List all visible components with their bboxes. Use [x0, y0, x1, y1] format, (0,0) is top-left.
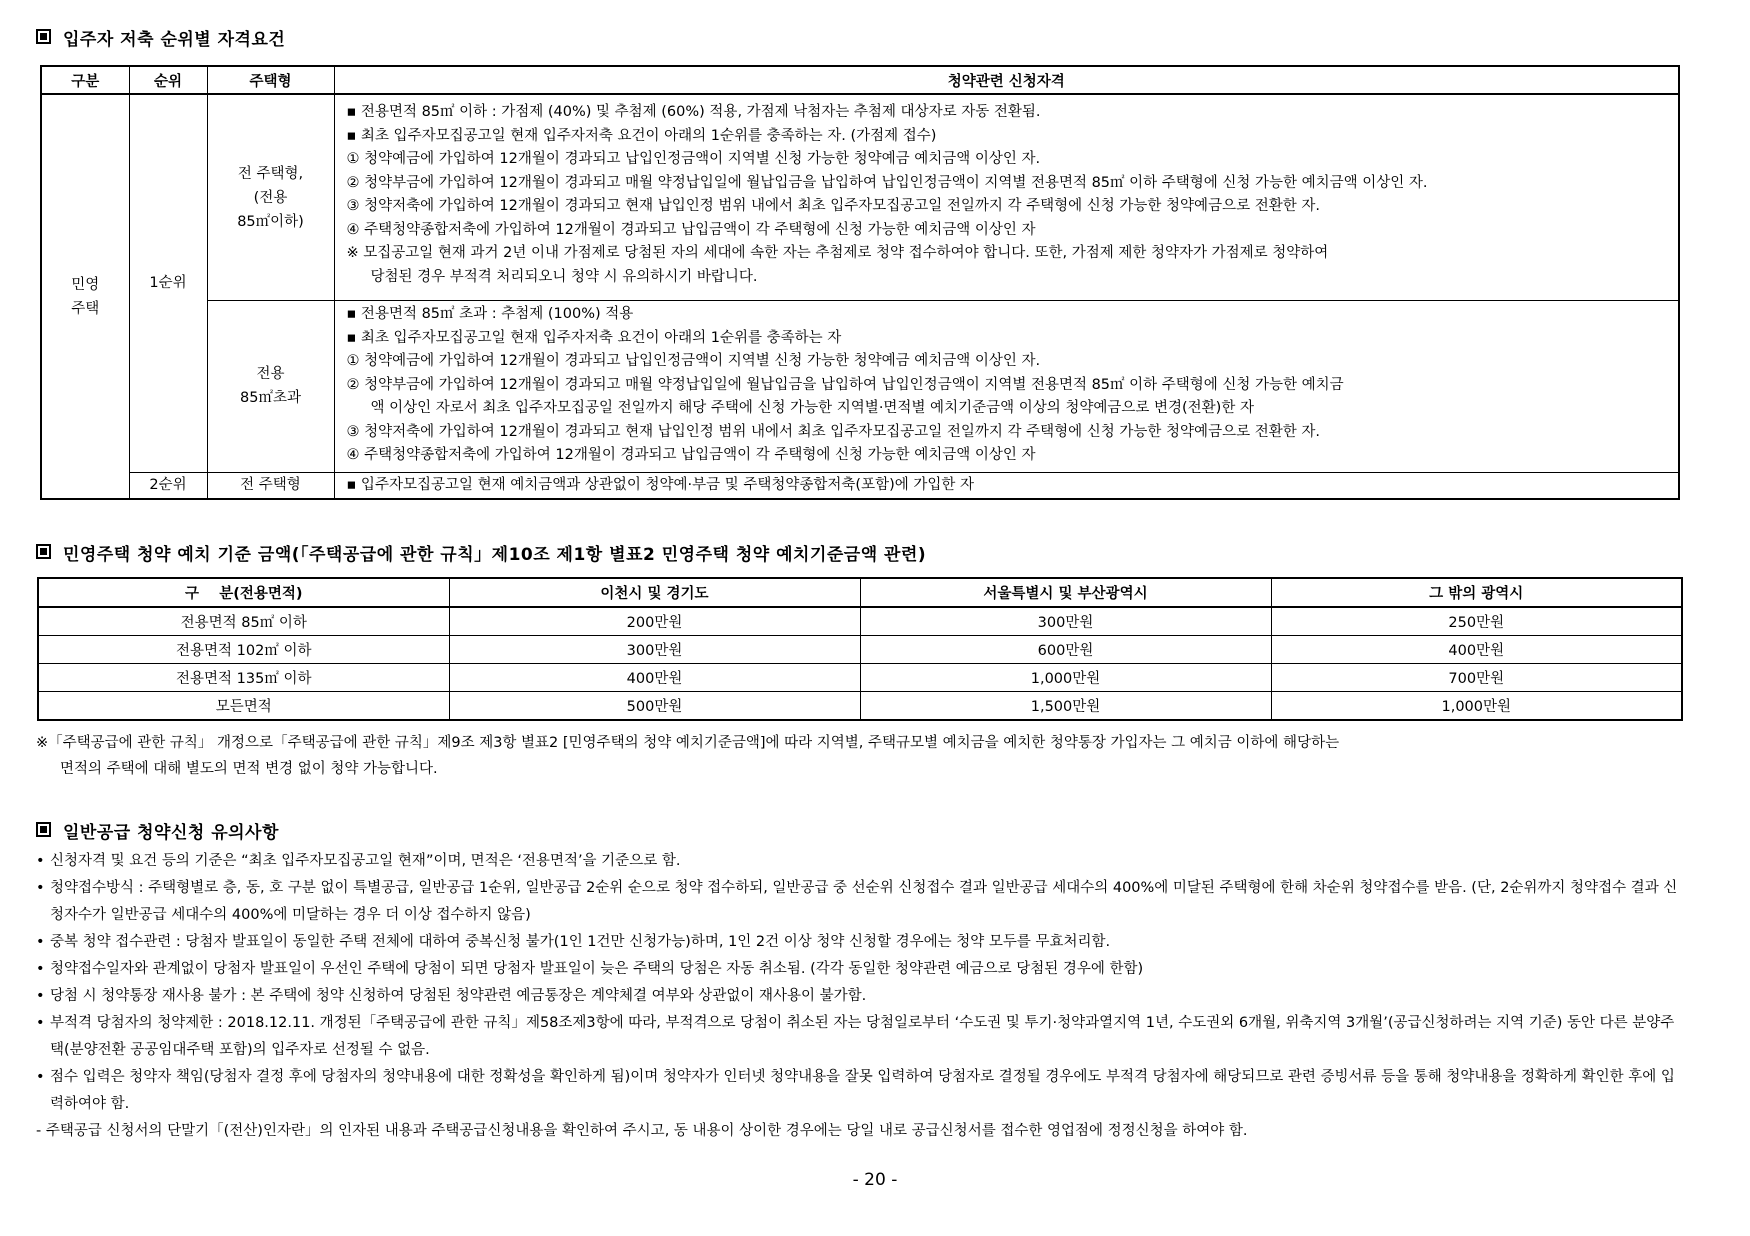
bullet-dot-icon: • [36, 880, 45, 896]
qual-line: ④ 주택청약종합저축에 가입하여 12개월이 경과되고 납입금액이 각 주택형에 신청 가능한 예치금액 이상인 자 [346, 221, 1036, 238]
table-cell: 400만원 [449, 664, 860, 692]
header-region-1: 이천시 및 경기도 [449, 578, 860, 607]
qualification-c [334, 472, 1679, 499]
notice-list [36, 848, 1686, 1145]
section2-title: 민영주택 청약 예치 기준 금액(「주택공급에 관한 규칙」제10조 제1항 별표2 민영주택 청약 예치기준금액 관련) [36, 540, 926, 565]
table-row [41, 94, 1679, 301]
list-item: • 부적격 당첨자의 청약제한 : 2018.12.11. 개정된「주택공급에 관한 규칙」제58조제3항에 따라, 부적격으로 당첨이 취소된 자는 당첨일로부터 ‘수도권 및 투기·청약과열지역 1년, 수도권외 6개월, 위축지역 3개월’(공급신청하려는 지역 기준) 동안 다른 분양주택(분양전환 공공임대주택 포함)의 입주자로 선정될 수 없음. [36, 1010, 1686, 1064]
table-cell: 1,500만원 [860, 692, 1271, 721]
qualification-table [40, 65, 1680, 500]
qual-line: ① 청약예금에 가입하여 12개월이 경과되고 납입인정금액이 지역별 신청 가능한 청약예금 예치금액 이상인 자. [346, 353, 1041, 369]
list-item: • 점수 입력은 청약자 책임(당첨자 결정 후에 당첨자의 청약내용에 대한 정확성을 확인하게 됨)이며 청약자가 인터넷 청약내용을 잘못 입력하여 당첨자로 결정될 경우에도 부적격 당첨자에 해당되므로 관련 증빙서류 등을 통해 청약내용을 정확하게 확인한 후에 입력하여야 함. [36, 1064, 1686, 1118]
qual-line: ▪ 최초 입주자모집공고일 현재 입주자저축 요건이 아래의 1순위를 충족하는 자 [346, 329, 842, 346]
deposit-note-line1: ※「주택공급에 관한 규칙」 개정으로「주택공급에 관한 규칙」제9조 제3항 별표2 [민영주택의 청약 예치기준금액]에 따라 지역별, 주택규모별 예치금을 예치한 청약통장 가입자는 그 예치금 이하에 해당하는 [36, 735, 1340, 751]
housing-type-c: 전 주택형 [207, 472, 334, 499]
category-cell: 민영 주택 [41, 94, 129, 499]
table-cell: 1,000만원 [860, 664, 1271, 692]
bullet-dot-icon: • [36, 853, 45, 869]
table-row [38, 692, 1682, 721]
qual-line: ② 청약부금에 가입하여 12개월이 경과되고 매월 약정납입일에 월납입금을 납입하여 납입인정금액이 지역별 전용면적 85㎡ 이하 주택형에 신청 가능한 예치금액 이상인 자. [346, 174, 1428, 191]
list-item: • 중복 청약 접수관련 : 당첨자 발표일이 동일한 주택 전체에 대하여 중복신청 불가(1인 1건만 신청가능)하며, 1인 2건 이상 청약 신청할 경우에는 청약 모두를 무효처리함. [36, 929, 1686, 956]
qual-line: ※ 모집공고일 현재 과거 2년 이내 가점제로 당첨된 자의 세대에 속한 자는 추첨제로 청약 접수하여야 합니다. 또한, 가점제 제한 청약자가 가점제로 청약하여 [346, 245, 1329, 261]
table-cell: 600만원 [860, 636, 1271, 664]
page-number: - 20 - [852, 1170, 898, 1190]
table-row [38, 636, 1682, 664]
qual-line: ③ 청약저축에 가입하여 12개월이 경과되고 현재 납입인정 범위 내에서 최초 입주자모집공고일 전일까지 각 주택형에 신청 가능한 청약예금으로 전환한 자. [346, 423, 1320, 440]
list-item: • 신청자격 및 요건 등의 기준은 “최초 입주자모집공고일 현재”이며, 면적은 ‘전용면적’을 기준으로 함. [36, 848, 1686, 875]
bullet-dot-icon: • [36, 934, 45, 950]
qual-line: ▪ 전용면적 85㎡ 이하 : 가점제 (40%) 및 추첨제 (60%) 적용, 가점제 낙첨자는 추첨제 대상자로 자동 전환됨. [346, 104, 1041, 120]
table-row [38, 664, 1682, 692]
section1-title: 입주자 저축 순위별 자격요건 [36, 25, 285, 50]
qual-line: ④ 주택청약종합저축에 가입하여 12개월이 경과되고 납입금액이 각 주택형에 신청 가능한 예치금액 이상인 자 [346, 447, 1036, 463]
table-cell: 전용면적 135㎡ 이하 [38, 664, 449, 692]
square-bullet-icon [36, 822, 51, 837]
bullet-dot-icon: • [36, 1015, 45, 1031]
rank2-cell: 2순위 [129, 472, 207, 499]
list-item: • 청약접수일자와 관계없이 당첨자 발표일이 우선인 주택에 당첨이 되면 당첨자 발표일이 늦은 주택의 당첨은 자동 취소됨. (각각 동일한 청약관련 예금으로 당첨된 경우에 한함) [36, 956, 1686, 983]
housing-type-b: 전용 85㎡초과 [207, 301, 334, 473]
qualification-a [334, 94, 1679, 301]
table-cell: 1,000만원 [1271, 692, 1682, 721]
bullet-dot-icon: • [36, 1069, 45, 1085]
header-region-2: 서울특별시 및 부산광역시 [860, 578, 1271, 607]
deposit-table [37, 577, 1683, 721]
table-cell: 전용면적 85㎡ 이하 [38, 607, 449, 636]
table-cell: 700만원 [1271, 664, 1682, 692]
table-cell: 200만원 [449, 607, 860, 636]
square-bullet-icon [36, 544, 51, 559]
qual-line: ③ 청약저축에 가입하여 12개월이 경과되고 현재 납입인정 범위 내에서 최초 입주자모집공고일 전일까지 각 주택형에 신청 가능한 청약예금으로 전환한 자. [346, 198, 1320, 214]
qual-line: ② 청약부금에 가입하여 12개월이 경과되고 매월 약정납입일에 월납입금을 납입하여 납입인정금액이 지역별 전용면적 85㎡ 이하 주택형에 신청 가능한 예치금 [346, 376, 1344, 393]
qualification-b [334, 301, 1679, 473]
table-header-row [41, 66, 1679, 94]
rank1-cell: 1순위 [129, 94, 207, 472]
bullet-dot-icon: • [36, 961, 45, 977]
header-region-3: 그 밖의 광역시 [1271, 578, 1682, 607]
qual-line: ▪ 전용면적 85㎡ 초과 : 추첨제 (100%) 적용 [346, 306, 634, 322]
qual-line: 액 이상인 자로서 최초 입주자모집공일 전일까지 해당 주택에 신청 가능한 지역별·면적별 예치기준금액 이상의 청약예금으로 변경(전환)한 자 [370, 400, 1254, 416]
header-rank: 순위 [129, 66, 207, 94]
housing-type-a: 전 주택형, (전용 85㎡이하) [207, 94, 334, 301]
list-item: • 청약접수방식 : 주택형별로 층, 동, 호 구분 없이 특별공급, 일반공급 1순위, 일반공급 2순위 순으로 청약 접수하되, 일반공급 중 선순위 신청접수 결과 일반공급 세대수의 400%에 미달된 주택형에 한해 차순위 청약접수를 받음. (단, 2순위까지 청약접수 결과 신청자수가 일반공급 세대수의 400%에 미달하는 경우 더 이상 접수하지 않음) [36, 875, 1686, 929]
table-cell: 250만원 [1271, 607, 1682, 636]
header-category: 구분 [41, 66, 129, 94]
table-cell: 전용면적 102㎡ 이하 [38, 636, 449, 664]
table-row [38, 607, 1682, 636]
table-cell: 300만원 [449, 636, 860, 664]
table-cell: 400만원 [1271, 636, 1682, 664]
bullet-dot-icon: • [36, 988, 45, 1004]
list-item: • 당첨 시 청약통장 재사용 불가 : 본 주택에 청약 신청하여 당첨된 청약관련 예금통장은 계약체결 여부와 상관없이 재사용이 불가함. [36, 983, 1686, 1010]
header-area: 구 분(전용면적) [38, 578, 449, 607]
table-cell: 500만원 [449, 692, 860, 721]
list-item-last: - 주택공급 신청서의 단말기「(전산)인자란」의 인자된 내용과 주택공급신청내용을 확인하여 주시고, 동 내용이 상이한 경우에는 당일 내로 공급신청서를 접수한 영업점에 정정신청을 하여야 함. [36, 1123, 1248, 1139]
qual-line: 당첨된 경우 부적격 처리되오니 청약 시 유의하시기 바랍니다. [370, 268, 758, 285]
table-cell: 300만원 [860, 607, 1271, 636]
section3-title: 일반공급 청약신청 유의사항 [36, 818, 279, 843]
qual-line: ① 청약예금에 가입하여 12개월이 경과되고 납입인정금액이 지역별 신청 가능한 청약예금 예치금액 이상인 자. [346, 151, 1041, 167]
header-housing-type: 주택형 [207, 66, 334, 94]
table-header-row [38, 578, 1682, 607]
qual-line: ▪ 최초 입주자모집공고일 현재 입주자저축 요건이 아래의 1순위를 충족하는 자. (가점제 접수) [346, 127, 937, 144]
square-bullet-icon [36, 29, 51, 44]
table-row [41, 472, 1679, 499]
table-row [41, 301, 1679, 473]
table-cell: 모든면적 [38, 692, 449, 721]
header-qualification: 청약관련 신청자격 [334, 66, 1679, 94]
deposit-note-line2: 면적의 주택에 대해 별도의 면적 변경 없이 청약 가능합니다. [60, 761, 438, 777]
qual-line: ▪ 입주자모집공고일 현재 예치금액과 상관없이 청약예·부금 및 주택청약종합저축(포함)에 가입한 자 [346, 476, 975, 493]
